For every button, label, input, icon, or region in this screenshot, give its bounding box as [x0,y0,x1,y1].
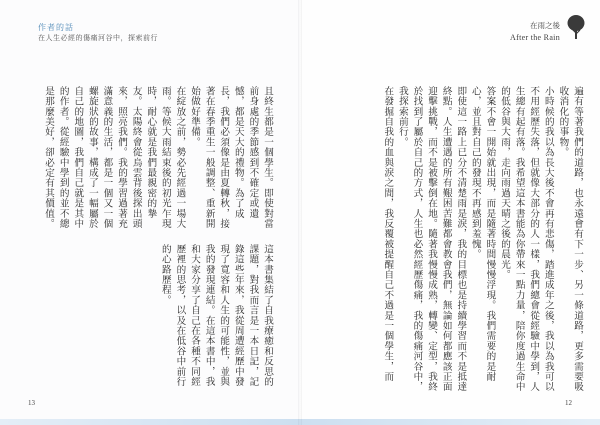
tree-icon [566,14,586,40]
left-page-number: 13 [28,399,35,407]
right-paragraph-3: 答案不會一開始就出現，而是隨著時間慢慢浮現。我們需要的是耐心，並且對自己的發現不再感到羞愧。 [469,86,496,382]
right-running-header [510,20,560,44]
left-header-title: 作者的話 [38,23,74,32]
left-paragraph-bottom: 這本書集結了自我療癒和反思的課題，對我而言是一本日記，記錄這些年來，我從周遭經歷中發現了寬容和人生的可能性，並與我的發現連結。在這本書中，我和大家分享了自己在各種不同經歷裡的思考，以及在低谷中前行的心路歷程。 [159,244,273,387]
right-page-number: 12 [565,399,572,407]
right-paragraph-1: 遍有等著我們的道路，也永遠會有下一步、另一條道路，更多需要吸收消化的事物。 [557,86,583,392]
right-paragraph-2: 小時候的我以為長大後不會再有悲傷，踏進成年之後，我以為我可以不用經歷失落，但就像大部分的人一樣，我們總會從經驗中學到，人生總有起有落。我希望這本書能為你帶來一點力量，陪你度過生命中的低谷與大雨，走向雨過天晴之後的晨光。 [499,86,554,392]
left-running-header [38,22,158,44]
book-gutter [298,0,302,425]
right-bottom-strip [300,419,600,425]
right-text-block [382,86,584,398]
left-header-subtitle: 在人生必經的傷痛河谷中，探索前行 [38,34,158,42]
left-paragraph-middle: 在綻放之前，勢必先經過一場大雨。等候大雨結束後的初光乍現時，耐心就是我們最親密的摯友。太陽終會從烏雲背後探出頭來，照亮我們。我的學習過著充滿意義的生活，都是一個又一個螺旋狀的故事，構成了一幅屬於自己的地圖，我們自己就是其中的作者。從經驗中學到的並不總是那麼美好，卻必定有其價值。 [43,86,186,229]
right-page [300,0,600,425]
left-paragraph-top: 且終生都是一個學生。即使對當前身處的季節感到不確定或遺憾，都是天大的禮物。為了成長，我們必須像是由夏轉秋，接著在春季重生一般調整、重新開始做好準備。 [189,86,273,229]
right-header-title: 在雨之後 [530,21,560,30]
left-text-block-top [38,86,274,236]
left-bottom-strip [0,419,300,425]
right-paragraph-4: 即使這一路上已分不清楚雨是淚，我的目標也是持續學習而不是抵達終點。人生遭遇的所有艱困苦難都會教會我們，無論如何都應該正面迎擊挑戰，而不是被擊倒在地。隨著我慢慢成熟，轉變、定型，我終於找到了屬於自己的方式，人生也必然經歷傷痛，我的傷痛河谷中，我探索前行。 [396,86,467,392]
left-text-block-bottom [38,244,274,394]
right-paragraph-5: 在發掘自我的血與淚之間，我反覆被提醒自己不過是一個學生，而 [382,86,394,382]
right-header-subtitle: After the Rain [510,33,560,42]
